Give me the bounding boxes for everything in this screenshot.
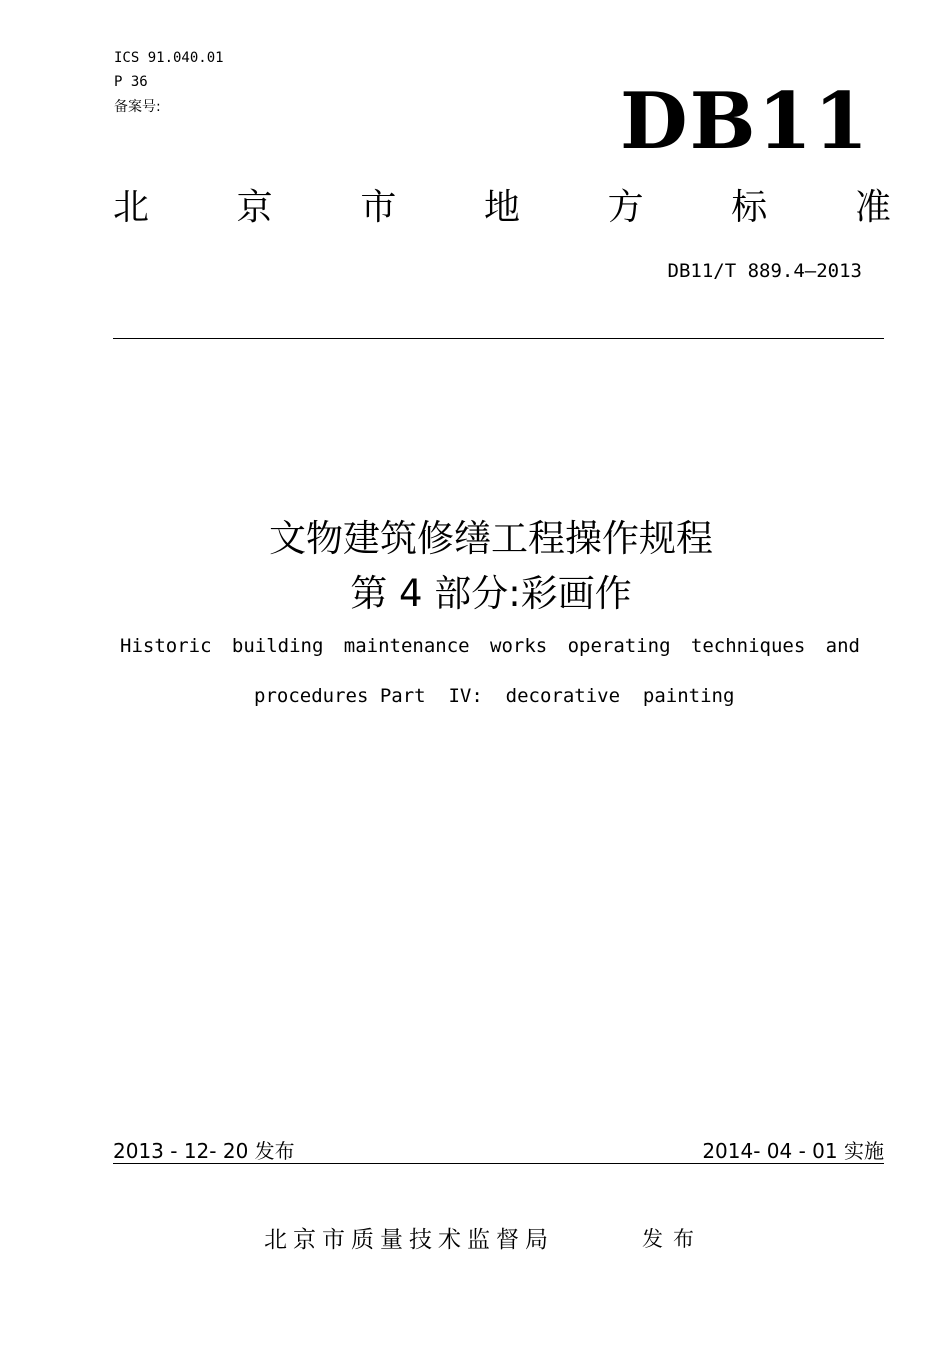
title-english-word: building <box>231 635 324 657</box>
standard-type-char: 准 <box>854 187 891 228</box>
title-english-line-1 <box>120 633 860 659</box>
title-english-word: Historic <box>120 635 212 657</box>
title-english-word: operating <box>567 635 671 657</box>
issue-date: 2013 - 12- 20 发布 <box>113 1139 295 1163</box>
standard-number: DB11/T 889.4—2013 <box>667 260 862 282</box>
db-standard-mark: DB11 <box>620 76 871 167</box>
title-english-word: techniques <box>690 635 806 657</box>
issuing-authority: 北京市质量技术监督局 <box>264 1227 554 1253</box>
ccs-code: P 36 <box>114 74 148 90</box>
ics-code: ICS 91.040.01 <box>114 50 224 66</box>
top-divider <box>113 338 884 339</box>
implementation-date: 2014- 04 - 01 实施 <box>702 1139 884 1163</box>
standard-type-char: 北 <box>113 187 150 228</box>
standard-type-char: 地 <box>483 187 520 228</box>
standard-type-char: 市 <box>360 187 397 228</box>
issuing-action: 发布 <box>642 1227 704 1251</box>
title-english-word: works <box>490 635 548 657</box>
standard-type-heading <box>113 184 891 232</box>
standard-type-char: 方 <box>607 187 644 228</box>
bottom-divider <box>113 1163 884 1164</box>
title-chinese-part: 第 4 部分:彩画作 <box>350 572 632 615</box>
title-chinese-main: 文物建筑修缮工程操作规程 <box>269 517 713 560</box>
title-english-line-2: procedures Part IV: decorative painting <box>254 685 735 707</box>
standard-type-char: 京 <box>236 187 273 228</box>
standard-type-char: 标 <box>731 187 768 228</box>
title-english-word: and <box>825 635 860 657</box>
filing-number-label: 备案号: <box>114 99 161 115</box>
title-english-word: maintenance <box>343 635 470 657</box>
